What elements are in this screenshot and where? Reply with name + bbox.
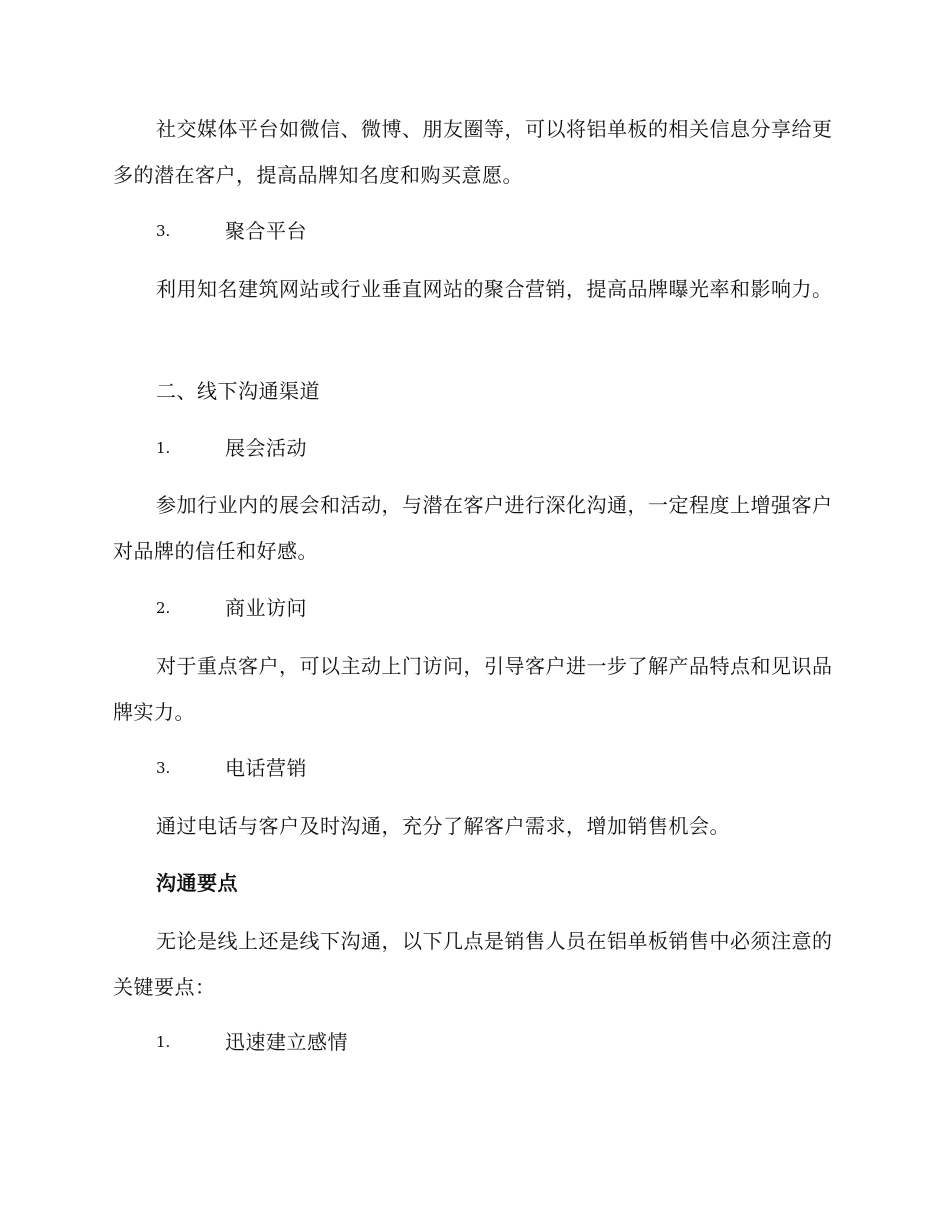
section-heading-offline: 二、线下沟通渠道 (156, 379, 320, 403)
section-heading-key-points: 沟通要点 (156, 871, 238, 895)
paragraph-key-points: 无论是线上还是线下沟通，以下几点是销售人员在铝单板销售中必须注意的关键要点： (113, 929, 833, 999)
list-label: 聚合平台 (225, 219, 307, 243)
paragraph-business-visit: 对于重点客户，可以主动上门访问，引导客户进一步了解产品特点和见识品牌实力。 (113, 654, 833, 724)
list-label: 商业访问 (225, 596, 307, 620)
paragraph-phone-marketing: 通过电话与客户及时沟通，充分了解客户需求，增加销售机会。 (156, 814, 730, 838)
paragraph-exhibition: 参加行业内的展会和活动，与潜在客户进行深化沟通，一定程度上增强客户对品牌的信任和好感。 (113, 493, 833, 563)
list-label: 迅速建立感情 (225, 1030, 348, 1054)
list-number: 3. (156, 222, 171, 240)
paragraph-social-media: 社交媒体平台如微信、微博、朋友圈等，可以将铝单板的相关信息分享给更多的潜在客户，提高品牌知名度和购买意愿。 (113, 117, 833, 187)
paragraph-aggregation: 利用知名建筑网站或行业垂直网站的聚合营销，提高品牌曝光率和影响力。 (156, 277, 833, 301)
list-number: 2. (156, 599, 171, 617)
list-number: 3. (156, 759, 171, 777)
list-label: 电话营销 (225, 756, 307, 780)
list-number: 1. (156, 439, 171, 457)
list-number: 1. (156, 1033, 171, 1051)
list-label: 展会活动 (225, 436, 307, 460)
